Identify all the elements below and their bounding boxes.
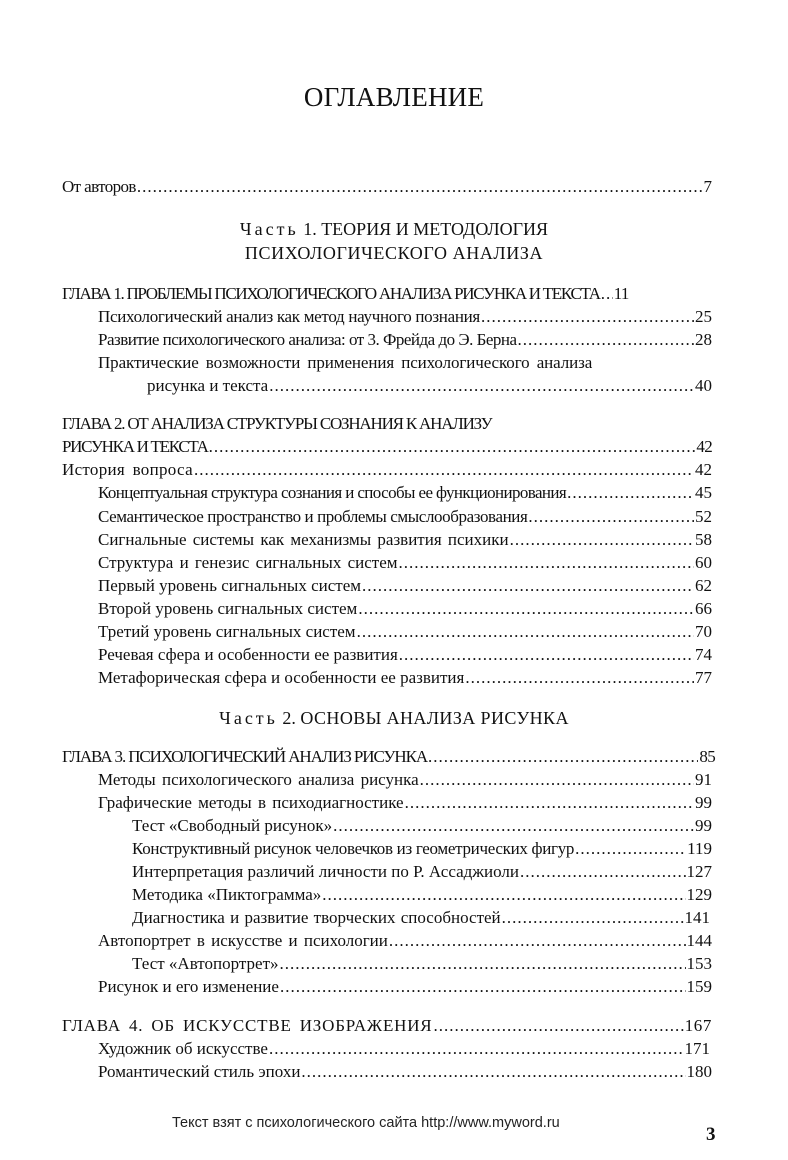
leader-dots xyxy=(399,644,694,666)
leader-dots xyxy=(322,884,685,906)
toc-entry[interactable] xyxy=(98,930,712,952)
toc-entry-label: рисунка и текста xyxy=(147,376,269,395)
toc-page-number: 60 xyxy=(695,553,712,572)
toc-entry[interactable] xyxy=(98,1038,710,1060)
toc-entry-label: Структура и генезис сигнальных систем xyxy=(98,553,398,572)
toc-page-number: 66 xyxy=(695,599,712,618)
leader-dots xyxy=(518,329,694,351)
toc-entry-label: Развитие психологического анализа: от 3. Фрейда до Э. Берна xyxy=(98,330,517,349)
leader-dots xyxy=(428,746,698,768)
chapter-title: РИСУНКА И ТЕКСТА xyxy=(62,437,208,456)
toc-page-number: 11 xyxy=(613,284,629,303)
toc-entry-label-line1: Практические возможности применения психологического анализа xyxy=(98,353,593,372)
leader-dots xyxy=(362,575,694,597)
part-number: 1. xyxy=(303,219,317,239)
leader-dots xyxy=(358,598,694,620)
toc-entry[interactable] xyxy=(98,976,712,998)
toc-entry-label: Автопортрет в искусстве и психологии xyxy=(98,931,388,950)
part-prefix: Часть xyxy=(239,219,299,239)
toc-page-number: 153 xyxy=(686,954,712,973)
toc-entry[interactable] xyxy=(98,482,712,504)
toc-entry[interactable] xyxy=(132,884,712,906)
leader-dots xyxy=(575,838,686,860)
leader-dots xyxy=(420,769,694,791)
toc-entry-label: Речевая сфера и особенности ее развития xyxy=(98,645,398,664)
chapter-3[interactable] xyxy=(62,746,715,768)
toc-entry-label: Первый уровень сигнальных систем xyxy=(98,576,362,595)
toc-entry[interactable] xyxy=(98,1061,712,1083)
toc-entry[interactable] xyxy=(98,306,712,328)
leader-dots xyxy=(465,667,694,689)
toc-entry-label: Рисунок и его изменение xyxy=(98,977,279,996)
leader-dots xyxy=(333,815,694,837)
toc-entry[interactable] xyxy=(98,792,712,814)
toc-page-number: 58 xyxy=(695,530,712,549)
toc-entry[interactable] xyxy=(98,329,712,351)
toc-entry[interactable] xyxy=(98,529,712,551)
toc-entry-label: Тест «Автопортрет» xyxy=(132,954,279,973)
chapter-title: ГЛАВА 3. ПСИХОЛОГИЧЕСКИЙ АНАЛИЗ РИСУНКА xyxy=(62,747,427,766)
toc-page-number: 42 xyxy=(695,460,712,479)
part-heading-2 xyxy=(0,706,788,730)
toc-entry-label: Тест «Свободный рисунок» xyxy=(132,816,333,835)
leader-dots xyxy=(137,176,703,198)
toc-entry[interactable] xyxy=(132,815,712,837)
leader-dots xyxy=(269,1038,684,1060)
toc-page-number: 77 xyxy=(695,668,712,687)
part-number: 2. xyxy=(282,708,296,728)
toc-entry[interactable] xyxy=(98,598,712,620)
toc-entry[interactable] xyxy=(98,621,712,643)
toc-page-number: 127 xyxy=(686,862,712,881)
toc-entry-label: Диагностика и развитие творческих способностей xyxy=(132,908,501,927)
toc-entry-label: Концептуальная структура сознания и способы ее функционирования xyxy=(98,483,567,502)
leader-dots xyxy=(357,621,694,643)
leader-dots xyxy=(520,861,686,883)
toc-page-number: 7 xyxy=(703,177,712,196)
chapter-4[interactable] xyxy=(62,1015,712,1037)
toc-page-number: 91 xyxy=(695,770,712,789)
leader-dots xyxy=(280,976,686,998)
leader-dots xyxy=(433,1015,683,1037)
toc-entry[interactable] xyxy=(98,769,712,791)
part-title: ОСНОВЫ АНАЛИЗА РИСУНКА xyxy=(300,708,569,728)
leader-dots xyxy=(301,1061,685,1083)
toc-page-number: 52 xyxy=(695,507,712,526)
toc-page-number: 119 xyxy=(687,839,712,858)
toc-page-number: 167 xyxy=(684,1016,712,1035)
toc-entry-label: Третий уровень сигнальных систем xyxy=(98,622,356,641)
toc-page-number: 25 xyxy=(695,307,712,326)
toc-entry[interactable] xyxy=(132,907,710,929)
leader-dots xyxy=(510,529,694,551)
toc-entry-label: Конструктивный рисунок человечков из геометрических фигур xyxy=(132,839,575,858)
toc-page-number: 40 xyxy=(695,376,712,395)
leader-dots xyxy=(209,436,696,458)
toc-page-number: 159 xyxy=(686,977,712,996)
leader-dots xyxy=(194,459,694,481)
toc-entry-label: Психологический анализ как метод научного познания xyxy=(98,307,480,326)
chapter-2-title-line1: ГЛАВА 2. ОТ АНАЛИЗА СТРУКТУРЫ СОЗНАНИЯ К АНАЛИЗУ xyxy=(62,414,492,433)
part-prefix: Часть xyxy=(219,708,278,728)
toc-entry[interactable] xyxy=(132,838,712,860)
part-heading-1-line2 xyxy=(0,241,788,265)
leader-dots xyxy=(502,907,684,929)
toc-entry[interactable] xyxy=(132,953,712,975)
page-title: ОГЛАВЛЕНИЕ xyxy=(303,82,485,112)
toc-page-number: 99 xyxy=(695,816,712,835)
toc-entry-label: История вопроса xyxy=(62,460,193,479)
toc-page-number: 99 xyxy=(695,793,712,812)
toc-page-number: 129 xyxy=(686,885,712,904)
toc-page-number: 144 xyxy=(686,931,712,950)
toc-page-number: 171 xyxy=(684,1039,710,1058)
leader-dots xyxy=(405,792,694,814)
toc-entry-label: От авторов xyxy=(62,177,136,196)
toc-entry-label: Интерпретация различий личности по Р. Ассаджиоли xyxy=(132,862,519,881)
leader-dots xyxy=(567,482,694,504)
toc-entry[interactable] xyxy=(98,644,712,666)
toc-entry[interactable] xyxy=(98,506,712,528)
leader-dots xyxy=(269,375,694,397)
toc-entry-label: Романтический стиль эпохи xyxy=(98,1062,301,1081)
toc-entry-label: Графические методы в психодиагностике xyxy=(98,793,404,812)
chapter-1[interactable] xyxy=(62,283,734,305)
toc-page-number: 85 xyxy=(699,747,715,766)
leader-dots xyxy=(528,506,694,528)
toc-page-number: 180 xyxy=(686,1062,712,1081)
page-number: 3 xyxy=(706,1124,716,1145)
leader-dots xyxy=(389,930,686,952)
leader-dots xyxy=(481,306,694,328)
toc-page-number: 45 xyxy=(695,483,712,502)
toc-page-number: 28 xyxy=(695,330,712,349)
toc-entry-label: Второй уровень сигнальных систем xyxy=(98,599,358,618)
toc-entry[interactable] xyxy=(98,575,712,597)
toc-page-number: 74 xyxy=(695,645,712,664)
toc-entry[interactable] xyxy=(98,552,712,574)
toc-page-number: 141 xyxy=(684,908,710,927)
toc-entry-intro[interactable] xyxy=(62,176,712,198)
leader-dots xyxy=(399,552,695,574)
chapter-title: ГЛАВА 4. ОБ ИСКУССТВЕ ИЗОБРАЖЕНИЯ xyxy=(62,1016,433,1035)
toc-entry[interactable] xyxy=(147,375,712,397)
toc-entry[interactable] xyxy=(62,459,712,481)
source-note: Текст взят с психологического сайта http://www.myword.ru xyxy=(172,1115,560,1131)
toc-entry[interactable] xyxy=(98,667,712,689)
toc-entry-label: Методика «Пиктограмма» xyxy=(132,885,322,904)
toc-entry-label: Сигнальные системы как механизмы развития психики xyxy=(98,530,509,549)
part-title: ТЕОРИЯ И МЕТОДОЛОГИЯ xyxy=(321,219,549,239)
toc-entry[interactable] xyxy=(132,861,712,883)
toc-page-number: 62 xyxy=(695,576,712,595)
part-heading-1 xyxy=(0,217,788,241)
toc-entry-label: Метафорическая сфера и особенности ее развития xyxy=(98,668,465,687)
toc-entry-label: Методы психологического анализа рисунка xyxy=(98,770,419,789)
chapter-title: ГЛАВА 1. ПРОБЛЕМЫ ПСИХОЛОГИЧЕСКОГО АНАЛИЗА РИСУНКА И ТЕКСТА xyxy=(62,284,600,303)
toc-page-number: 42 xyxy=(696,437,712,456)
leader-dots xyxy=(601,283,613,305)
part-title-line2: ПСИХОЛОГИЧЕСКОГО АНАЛИЗА xyxy=(244,243,544,263)
toc-entry-label: Художник об искусстве xyxy=(98,1039,268,1058)
leader-dots xyxy=(280,953,686,975)
toc-page-number: 70 xyxy=(695,622,712,641)
toc-entry-label: Семантическое пространство и проблемы смыслообразования xyxy=(98,507,528,526)
chapter-2[interactable] xyxy=(62,436,712,458)
